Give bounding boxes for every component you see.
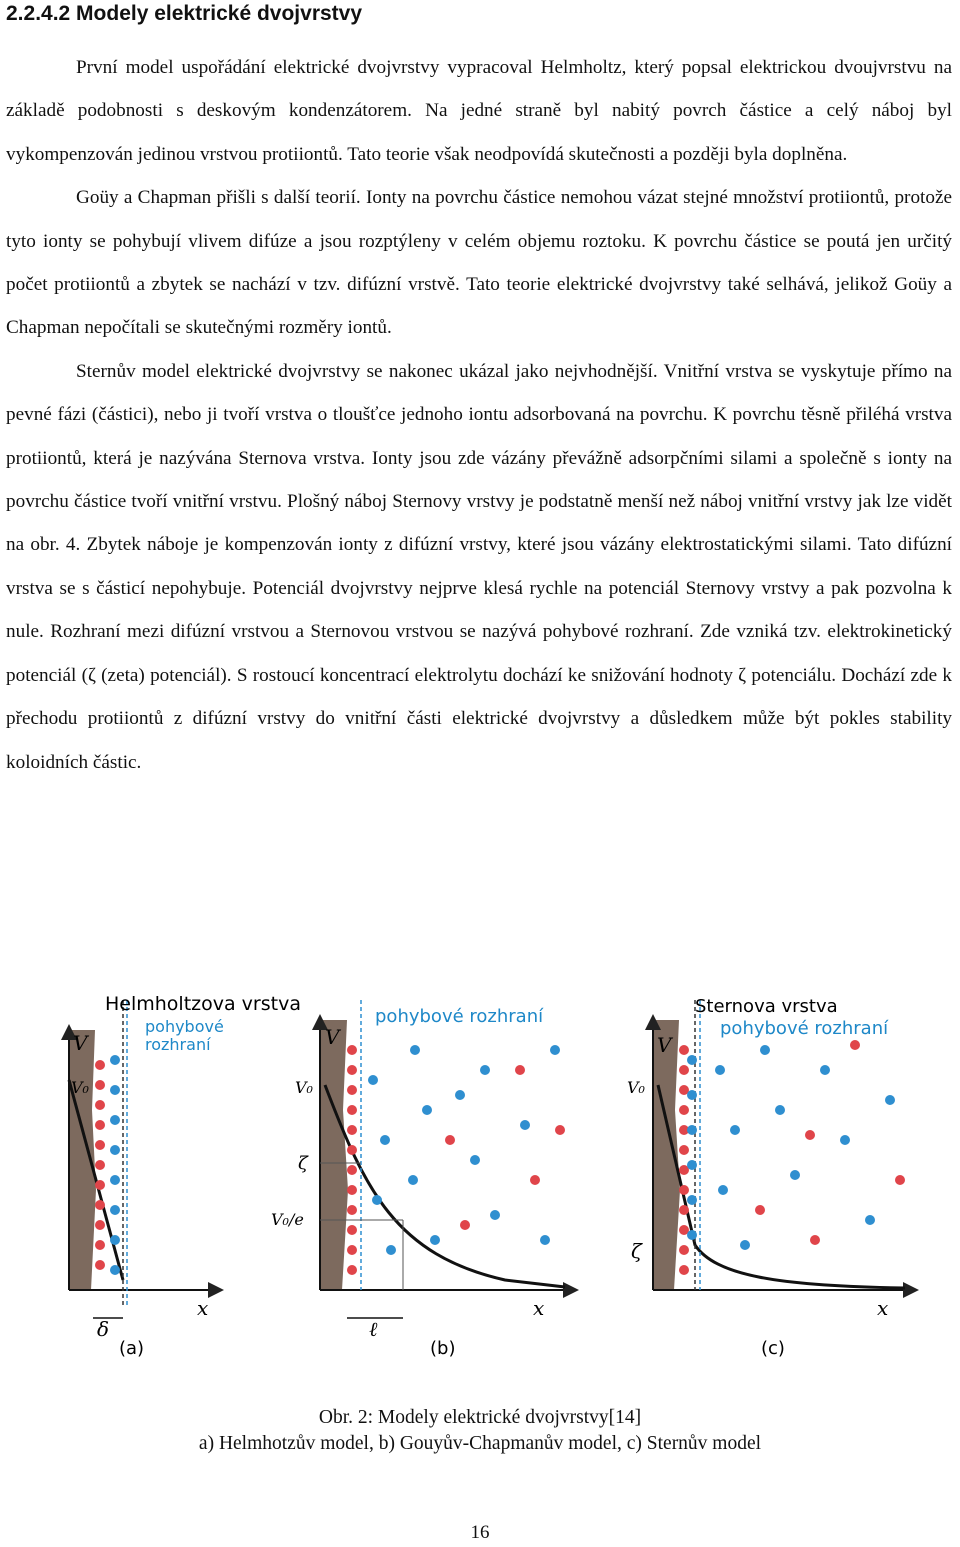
- label-slip-plane-b: pohybové rozhraní: [375, 1006, 544, 1027]
- label-slip-plane-a-2: rozhraní: [145, 1035, 211, 1054]
- surface-charges-c: [679, 1045, 689, 1275]
- label-zeta-b: ζ: [298, 1153, 308, 1174]
- label-zeta-c: ζ: [631, 1239, 642, 1263]
- paragraph-gouy-chapman: Goüy a Chapman přišli s další teorií. Ionty na povrchu částice nemohou vázat stejné množství protiiontů, protože tyto ionty se pohybují vlivem difúze a jsou rozptýleny v celém objemu roztoku. K povrchu částice se poutá jen určitý počet protiiontů a zbytek se nachází v tzv. difúzní vrstvě. Tato teorie elektrické dvojvrstvy také selhává, jelikož Goüy a Chapman nepočítali se skutečnými rozměry iontů.: [6, 187, 952, 339]
- double-layer-figure: [55, 990, 925, 1365]
- axis-label-x-c: x: [877, 1296, 889, 1320]
- label-v0e-b: V₀/e: [271, 1210, 304, 1229]
- panel-label-c: (c): [761, 1338, 785, 1359]
- diffuse-ions-c: [715, 1040, 905, 1250]
- label-v0-a: V₀: [71, 1078, 89, 1097]
- label-slip-plane-c: pohybové rozhraní: [720, 1018, 889, 1039]
- surface-wall-b: [320, 1020, 348, 1290]
- label-v0-b: V₀: [295, 1078, 313, 1097]
- label-debye-length: ℓ: [369, 1317, 378, 1341]
- label-slip-plane-a-1: pohybové: [145, 1017, 224, 1036]
- paragraph-stern: Sternův model elektrické dvojvrstvy se nakonec ukázal jako nejvhodnější. Vnitřní vrstva se vyskytuje přímo na pevné fázi (částici), nebo ji tvoří vrstva o tloušťce jednoho iontu adsorbovaná na povrchu. K povrchu těsně přiléhá vrstva protiiontů, která je nazývána Sternova vrstva. Ionty jsou zde vázány převážně adsorpčními silami a společně s ionty na povrchu částice tvoří vnitřní vrstvu. Plošný náboj Sternovy vrstvy je podstatně menší než náboj vnitřní vrstvy jak lze vidět na obr. 4. Zbytek náboje je kompenzován ionty z difúzní vrstvy, které jsou vázány elektrostatickými silami. Tato difúzní vrstva se s částicí nepohybuje. Potenciál dvojvrstvy nejprve klesá rychle na potenciál Sternovy vrstvy a pak pozvolna k nule. Rozhraní mezi difúzní vrstvou a Sternovou vrstvou se nazývá pohybové rozhraní. Zde vzniká tzv. elektrokinetický potenciál (ζ (zeta) potenciál). S rostoucí koncentrací elektrolytu dochází ke snižování hodnoty ζ potenciálu. Dochází zde k přechodu protiiontů z difúzní vrstvy do vnitřní části elektrické dvojvrstvy a důsledkem může být pokles stability koloidních částic.: [6, 360, 952, 773]
- caption-line-1: Obr. 2: Modely elektrické dvojvrstvy[14]: [318, 1407, 642, 1428]
- label-stern-layer: Sternova vrstva: [695, 996, 838, 1017]
- paragraph-helmholtz: První model uspořádání elektrické dvojvrstvy vypracoval Helmholtz, který popsal elektrickou dvoujvrstvu na základě podobnosti s deskovým kondenzátorem. Na jedné straně byl nabitý povrch částice a celý náboj byl vykompenzován jedinou vrstvou protiiontů. Tato teorie však neodpovídá skutečnosti a později byla doplněna.: [6, 57, 952, 165]
- panel-label-a: (a): [119, 1338, 145, 1359]
- body-text: [6, 46, 952, 784]
- panel-label-b: (b): [430, 1338, 456, 1359]
- axis-label-v-b: V: [325, 1025, 340, 1049]
- label-v0-c: V₀: [627, 1078, 645, 1097]
- counter-ions-a: [110, 1055, 120, 1275]
- axis-label-x-a: x: [197, 1296, 209, 1320]
- page-number: 16: [470, 1522, 490, 1543]
- panel-a: [69, 993, 301, 1359]
- figure-caption: [0, 1405, 960, 1457]
- panel-c: [627, 996, 915, 1359]
- section-heading: 2.2.4.2 Modely elektrické dvojvrstvy: [6, 2, 363, 25]
- surface-wall-c: [653, 1020, 680, 1290]
- panel-b: [271, 1000, 575, 1359]
- axis-label-v-a: V: [73, 1031, 88, 1055]
- figure-svg: [55, 990, 925, 1365]
- label-delta: δ: [97, 1317, 110, 1341]
- caption-line-2: a) Helmhotzův model, b) Gouyův-Chapmanův model, c) Sternův model: [198, 1433, 762, 1454]
- label-helmholtz-layer: Helmholtzova vrstva: [105, 993, 301, 1015]
- axis-label-v-c: V: [657, 1033, 672, 1057]
- surface-charges-a: [95, 1060, 105, 1270]
- axis-label-x-b: x: [533, 1296, 545, 1320]
